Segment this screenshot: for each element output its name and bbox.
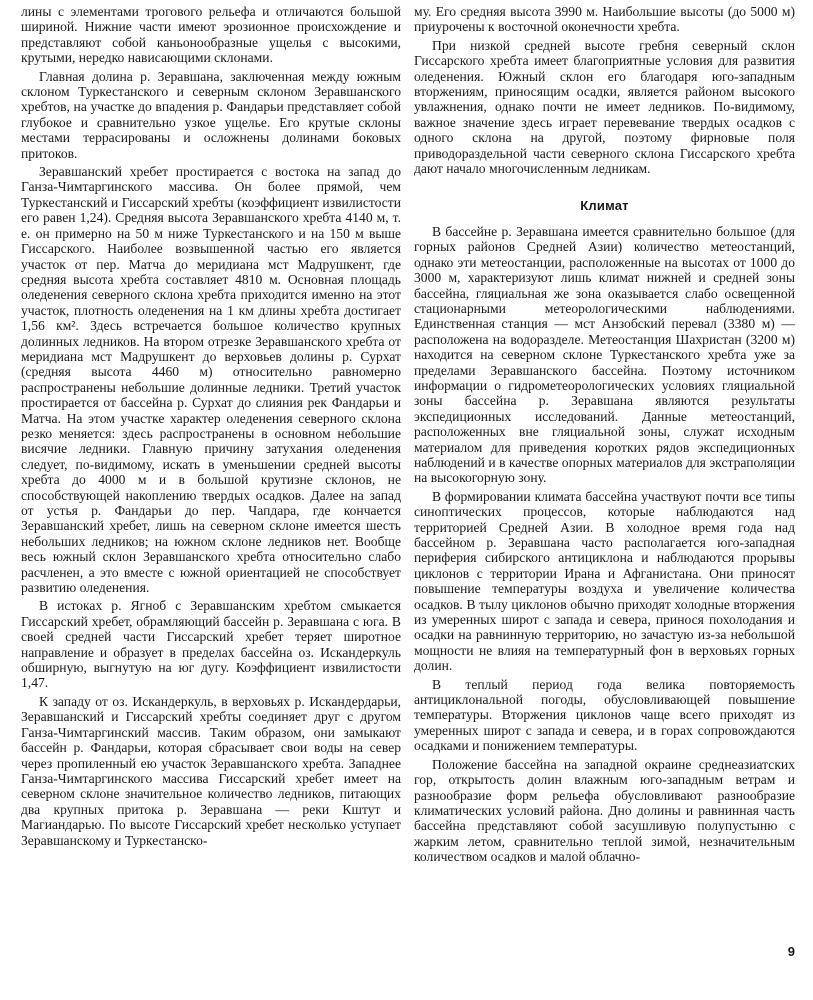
left-paragraph-5: К западу от оз. Искандеркуль, в верховьях р. Искандердарьи, Зеравшанский и Гиссарский хребты соединяет друг с другом Ганза-Чимтаргинский массив. Таким образом, они замыкают бассейн р. Фандарьи, которая сбрасывает свои воды на север через пропиленный ею участок Зеравшанского хребта. Западнее Ганза-Чимтаргинского массива Гиссарский хребет имеет на северном склоне значительное количество ледников, питающих два крупных притока р. Зеравшана — реки Кштут и Магиандарью. По высоте Гиссарский хребет несколько уступает Зеравшанскому и Туркестанско- bbox=[21, 693, 401, 848]
left-paragraph-1: лины с элементами трогового рельефа и отличаются большой шириной. Нижние части имеют эрозионное происхождение и представляют собой каньонообразные ущелья с высокими, крутыми, нередко нависающими склонами. bbox=[21, 4, 401, 66]
right-paragraph-5: В теплый период года велика повторяемость антициклональной погоды, обусловливающей повышение температуры. Вторжения циклонов чаще всего приходят из умеренных широт с запада и севера, и в горах сопровождаются осадками и понижением температуры. bbox=[414, 676, 795, 754]
page-number: 9 bbox=[787, 944, 795, 959]
right-column bbox=[414, 4, 795, 868]
left-paragraph-3: Зеравшанский хребет простирается с востока на запад до Ганза-Чимтаргинского массива. Он более прямой, чем Туркестанский и Гиссарский хребты (коэффициент извилистости его равен 1,24). Средняя высота Зеравшанского хребта 4140 м, т. е. он примерно на 50 м ниже Туркестанского и на 150 м выше Гиссарского. Наиболее возвышенной частью его является участок от пер. Матча до меридиана мст Мадрушкент, где средняя высота хребта составляет 4810 м. Основная площадь оледенения северного склона хребта приходится именно на этот участок, плотность оледенения на 1 км длины хребта достигает 1,56 км². Здесь встречается большое количество крупных долинных ледников. На втором отрезке Зеравшанского хребта от меридиана мст Мадрушкент до верховьев долины р. Сурхат (средняя высота 4460 м) относительно равномерно распространены небольшие долинные ледники. Третий участок простирается от бассейна р. Сурхат до слияния рек Фандарьи и Матча. На этом участке характер оледенения северного склона резко меняется: здесь распространены в основном небольшие висячие ледники. Главную причину затухания оледенения следует, по-видимому, искать в уменьшении средней высоты хребта до 4000 м и в большой крутизне склонов, не способствующей накоплению твердых осадков. Далее на запад от устья р. Фандарьи до пер. Чапдара, где кончается Зеравшанский хребет, лишь на северном склоне имеется шесть небольших ледников; на южном склоне ледников нет. Вообще весь южный склон Зеравшанского хребта относительно слабо расчленен, а это вместе с южной ориентацией не способствует развитию оледенения. bbox=[21, 164, 401, 596]
right-paragraph-4: В формировании климата бассейна участвуют почти все типы синоптических процессов, которые наблюдаются над территорией Средней Азии. В холодное время года над бассейном р. Зеравшана часто располагается юго-западная периферия сибирского антициклона и наблюдаются прорывы циклонов с территории Ирана и Афганистана. Они приносят повышение температуры воздуха и увеличение количества осадков. В тылу циклонов обычно приходят холодные вторжения из умеренных широт с запада и севера, принося похолодания и осадки на равнинную территорию, но зачастую из-за небольшой мощности не влияя на температурный фон в верховьях горных долин. bbox=[414, 488, 795, 674]
right-paragraph-3: В бассейне р. Зеравшана имеется сравнительно большое (для горных районов Средней Азии) количество метеостанций, однако эти метеостанции, расположенные на высотах от 1000 до 3000 м, характеризуют лишь климат нижней и средней зоны бассейна, гляциальная же зона оказывается слабо освещенной стационарными метеорологическими наблюдениями. Единственная станция — мст Анзобский перевал (3380 м) — расположена на водоразделе. Метеостанция Шахристан (3200 м) находится на северном склоне Туркестанского хребта уже за пределами Зеравшанского бассейна. Поэтому источником информации о гидрометеорологических условиях гляциальной зоны бассейна р. Зеравшана являются результаты экспедиционных исследований. Данные метеостанций, расположенных вне гляциальной зоны, служат исходным материалом для приведения коротких рядов экспедиционных наблюдений и в качестве опорных материалов для экстраполяции на высокогорную зону. bbox=[414, 223, 795, 486]
right-paragraph-1: му. Его средняя высота 3990 м. Наибольшие высоты (до 5000 м) приурочены к восточной оконечности хребта. bbox=[414, 4, 795, 35]
left-paragraph-4: В истоках р. Ягноб с Зеравшанским хребтом смыкается Гиссарский хребет, обрамляющий бассейн р. Зеравшана с юга. В своей средней части Гиссарский хребет теряет широтное направление и образует в пределах бассейна оз. Искандеркуль обширную, выгнутую на юг дугу. Коэффициент извилистости 1,47. bbox=[21, 598, 401, 691]
left-column bbox=[21, 4, 401, 851]
right-paragraph-6: Положение бассейна на западной окраине среднеазиатских гор, открытость долин влажным юго-западным ветрам и разнообразие форм рельефа обусловливают разнообразие климатических условий района. Дно долины и равнинная часть бассейна представляют собой засушливую полупустыню с жарким летом, сравнительно теплой зимой, незначительным количеством осадков и малой облачно- bbox=[414, 756, 795, 865]
right-paragraph-2: При низкой средней высоте гребня северный склон Гиссарского хребта имеет благоприятные условия для развития оледенения. Южный склон его благодаря юго-западным вторжениям, приносящим осадки, является районом высокого увлажнения, однако почти не имеет ледников. По-видимому, важное значение здесь играет перевевание твердых осадков с одного склона на другой, поэтому фирновые поля приводораздельной части северного склона Гиссарского хребта дают начало многочисленным ледникам. bbox=[414, 37, 795, 177]
section-heading-climate: Климат bbox=[580, 198, 629, 214]
left-paragraph-2: Главная долина р. Зеравшана, заключенная между южным склоном Туркестанского и северным склоном Зеравшанского хребтов, на участке до впадения р. Фандарьи представляет собой глубокое и сравнительно узкое ущелье. Его крутые склоны местами террасированы и осложнены долинами боковых притоков. bbox=[21, 68, 401, 161]
